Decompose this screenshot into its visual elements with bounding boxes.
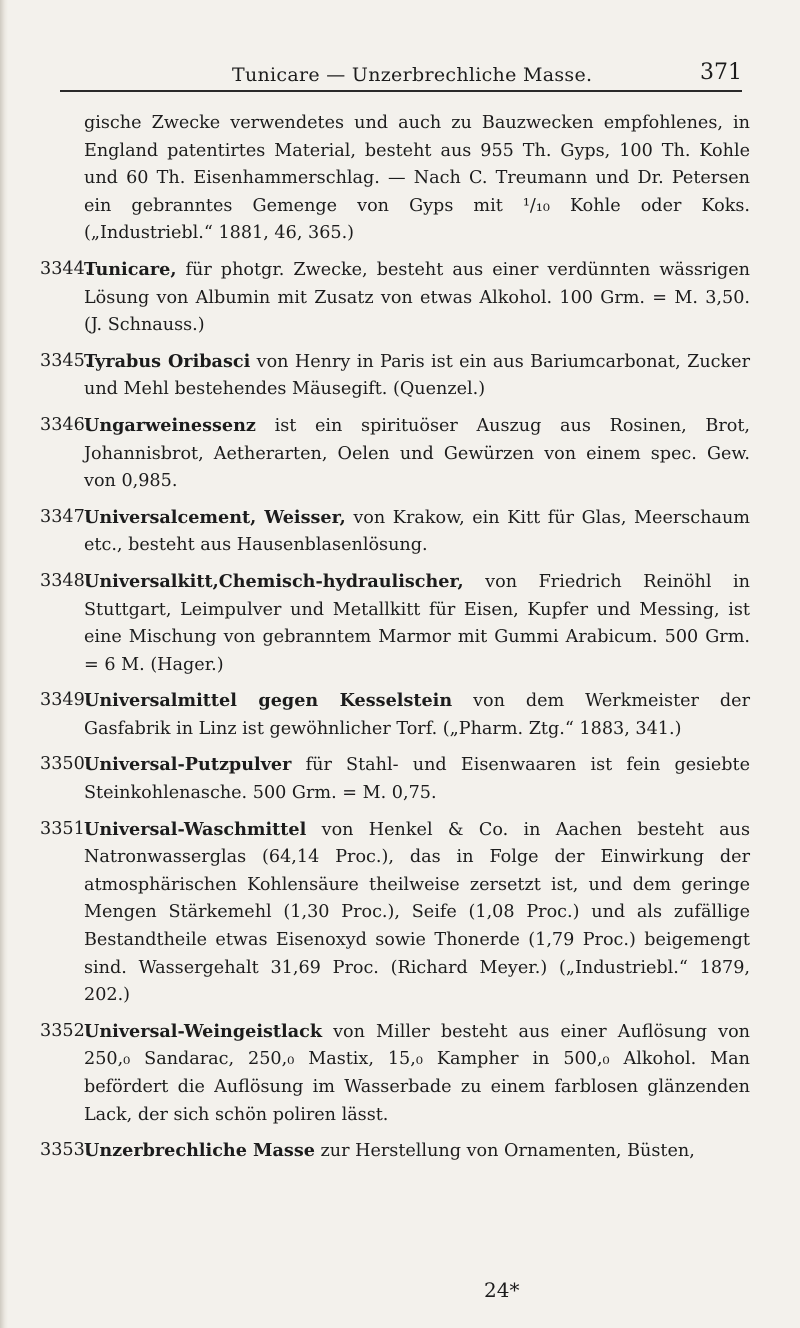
entry-body [84,1137,750,1166]
entry-term: Tyrabus Oribasci [84,350,251,372]
entry-description: ist ein spirituöser Auszug aus Rosinen, Brot, Johannisbrot, Aetherarten, Oelen und Gewürzen von einem spec. Gew. von 0,985. [84,415,750,492]
entry-body [84,504,750,560]
entry-term: Unzerbrechliche Masse [84,1140,315,1162]
entry-body [84,412,750,496]
entry-term: Universal-Weingeistlack [84,1020,323,1042]
dictionary-entry [40,568,750,679]
entry-number: 3349. [40,690,91,711]
dictionary-entry [40,256,750,340]
entry-number: 3345. [40,350,91,371]
entry-description: von Krakow, ein Kitt für Glas, Meerschaum etc., besteht aus Hausenblasenlösung. [84,507,750,556]
dictionary-body [40,110,750,1174]
entry-number: 3351. [40,818,91,839]
entry-description: für Stahl- und Eisenwaaren ist fein gesiebte Steinkohlenasche. 500 Grm. = M. 0,75. [84,755,750,804]
entry-description: von Henry in Paris ist ein aus Bariumcarbonat, Zucker und Mehl bestehendes Mäusegift. (Quenzel.) [84,351,750,400]
entry-description: für photgr. Zwecke, besteht aus einer verdünnten wässrigen Lösung von Albumin mit Zusatz von etwas Alkohol. 100 Grm. = M. 3,50. (J. Schnauss.) [84,259,750,336]
running-title: Tunicare — Unzerbrechliche Masse. [232,64,593,86]
header-rule [60,90,742,92]
dictionary-entry [40,504,750,560]
entry-body [84,687,750,743]
entry-description: von Henkel & Co. in Aachen besteht aus Natronwasserglas (64,14 Proc.), das in Folge der Einwirkung der atmosphärischen Kohlensäure theilweise zersetzt ist, und dem geringe Mengen Stärkemehl (1,30 Proc.), Seife (1,08 Proc.) und als zufällige Bestandtheile etwas Eisenoxyd sowie Thonerde (1,79 Proc.) beigemengt sind. Wassergehalt 31,69 Proc. (Richard Meyer.) („Industriebl.“ 1879, 202.) [84,819,750,1006]
dictionary-entry [40,412,750,496]
entry-body [84,568,750,679]
entry-body [84,256,750,340]
entry-description: zur Herstellung von Ornamenten, Büsten, [314,1141,695,1162]
entry-number: 3344. [40,258,91,279]
page-number: 371 [700,60,742,85]
entry-term: Universal-Waschmittel [84,818,307,840]
signature-mark: 24* [484,1278,520,1302]
entry-term: Ungarweinessenz [84,414,256,436]
entry-number: 3350. [40,754,91,775]
page-edge-shadow [0,0,8,1328]
entry-term: Universalcement, Weisser, [84,506,346,528]
continuation-paragraph: gische Zwecke verwendetes und auch zu Bauzwecken empfohlenes, in England patentirtes Material, besteht aus 955 Th. Gyps, 100 Th. Kohle und 60 Th. Eisenhammerschlag. — Nach C. Treumann und Dr. Petersen ein gebranntes Gemenge von Gyps mit ¹/₁₀ Kohle oder Koks. („Industriebl.“ 1881, 46, 365.) [84,113,750,244]
entry-number: 3348. [40,570,91,591]
entry-term: Universalmittel gegen Kesselstein [84,690,453,712]
entry-term: Tunicare, [84,258,177,280]
dictionary-entry [40,348,750,404]
dictionary-entry [40,1018,750,1129]
entry-term: Universal-Putzpulver [84,754,292,776]
entry-number: 3352. [40,1020,91,1041]
entry-description: von Miller besteht aus einer Auflösung von 250,₀ Sandarac, 250,₀ Mastix, 15,₀ Kampher in 500,₀ Alkohol. Man befördert die Auflösung im Wasserbade zu einem farblosen glänzenden Lack, der sich schön poliren lässt. [84,1021,750,1125]
entry-list [40,256,750,1166]
entry-number: 3346. [40,414,91,435]
entry-description: von Friedrich Reinöhl in Stuttgart, Leimpulver und Metallkitt für Eisen, Kupfer und Messing, ist eine Mischung von gebranntem Marmor mit Gummi Arabicum. 500 Grm. = 6 M. (Hager.) [84,571,750,675]
dictionary-entry [40,751,750,807]
entry-term: Universalkitt,Chemisch-hydraulischer, [84,570,464,592]
entry-body [84,1018,750,1129]
entry-body [84,348,750,404]
entry-number: 3347. [40,506,91,527]
entry-body [84,816,750,1010]
dictionary-entry [40,1137,750,1166]
dictionary-entry [40,687,750,743]
entry-description: von dem Werkmeister der Gasfabrik in Linz ist gewöhnlicher Torf. („Pharm. Ztg.“ 1883, 341.) [84,691,750,739]
dictionary-entry [40,816,750,1010]
page-header [232,52,742,90]
entry-number: 3353. [40,1140,91,1161]
entry-body [84,751,750,807]
